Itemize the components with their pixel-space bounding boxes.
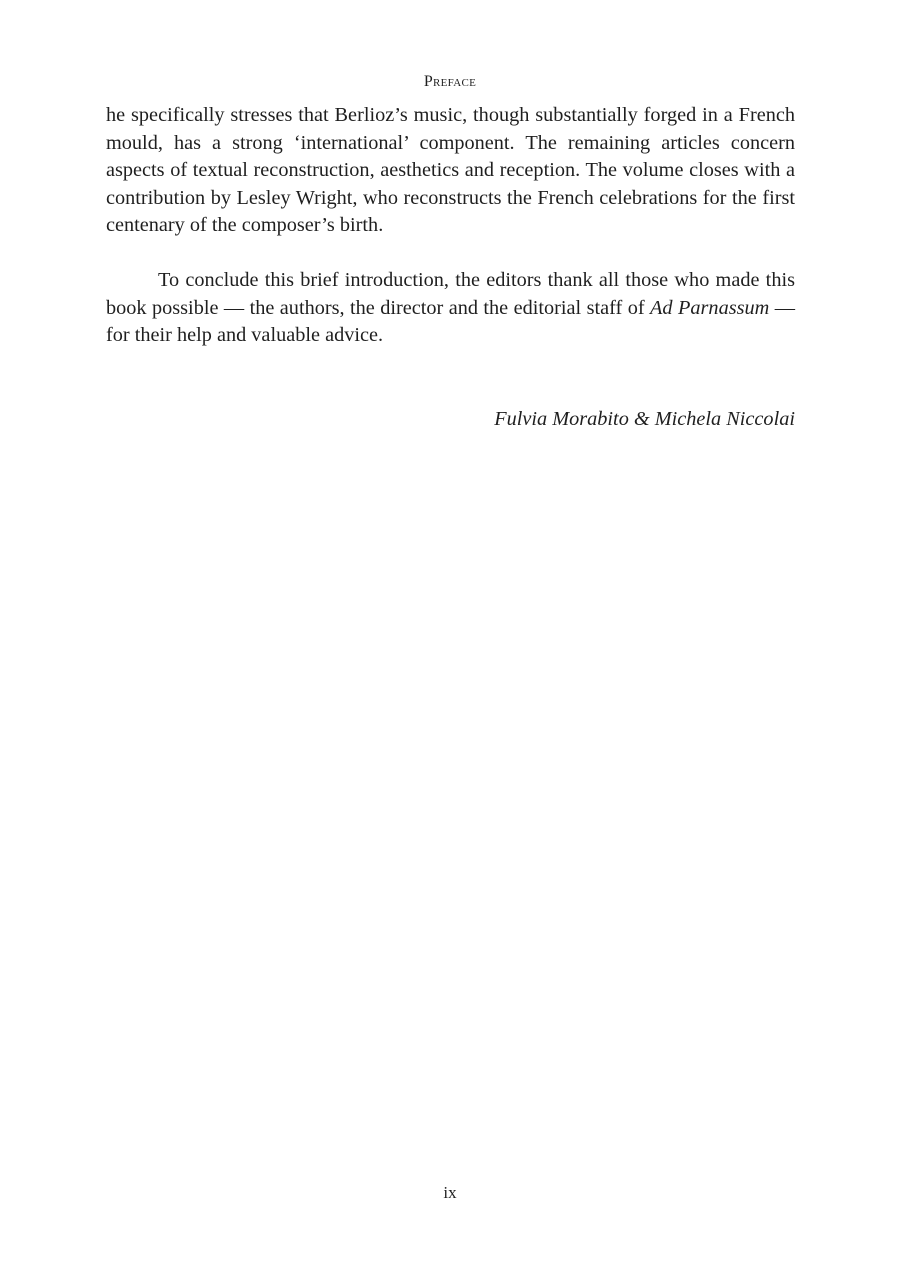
running-head: Preface [423, 73, 477, 90]
body-paragraph: he specifically stresses that Berlioz’s music, though substantially forged in a French mould, has a strong ‘international’ component. The remaining articles concern aspects of textual reconstruction, aesthetics and reception. The volume closes with a contribution by Lesley Wright, who reconstructs the French celebrations for the first centenary of the composer’s birth. [106, 104, 795, 236]
editors-signature: Fulvia Morabito & Michela Niccolai [494, 408, 795, 430]
body-text [106, 102, 795, 350]
journal-title: Ad Parnassum [650, 296, 770, 319]
paragraph-text: — for their help and valuable advice. [106, 296, 795, 346]
paragraph-text: To conclude this brief introduction, the editors thank all those who made this book possible — the authors, the director and the editorial staff of [106, 269, 795, 319]
paragraph-spacer [106, 240, 795, 268]
body-paragraph [106, 267, 795, 350]
page-number: ix [443, 1183, 457, 1202]
